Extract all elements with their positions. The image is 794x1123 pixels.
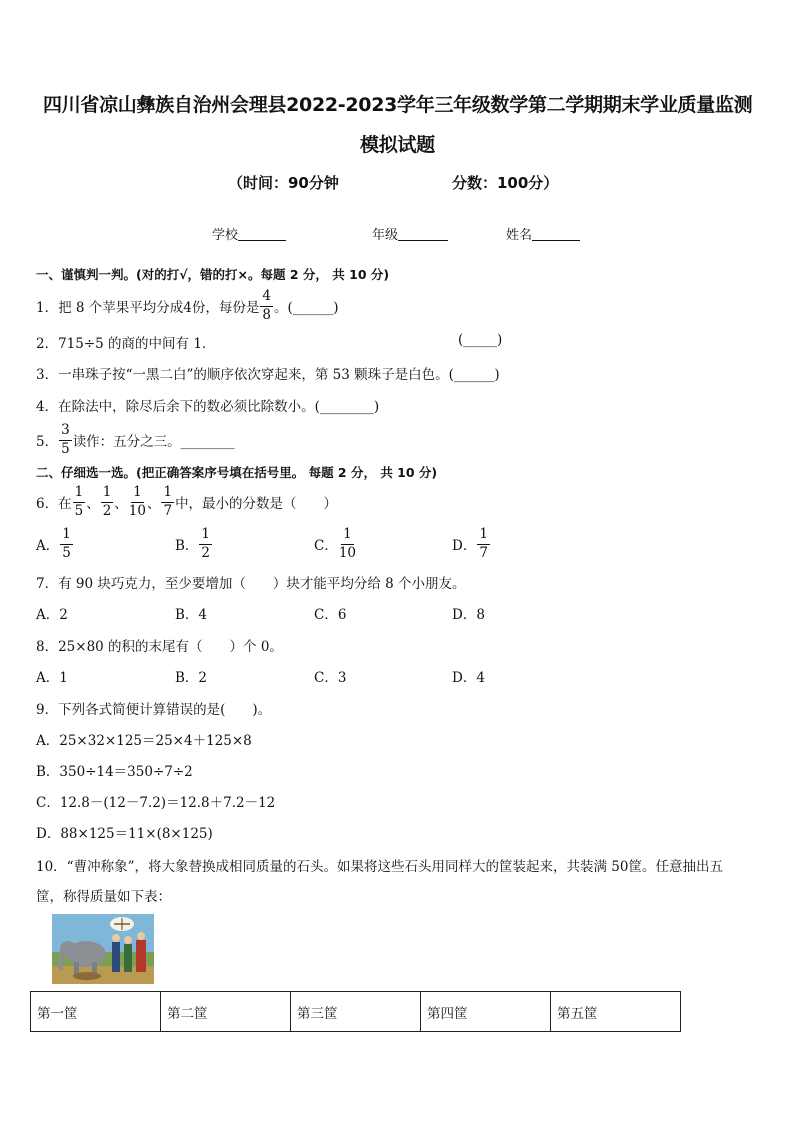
question-6 xyxy=(36,482,337,522)
q6-sep-1: 、 xyxy=(86,496,100,512)
q6-option-b[interactable] xyxy=(175,524,213,564)
q6-frac-2 xyxy=(101,486,114,518)
q5-fraction xyxy=(59,424,72,456)
exam-score: 分数：100分） xyxy=(452,174,559,192)
question-7: 7．有 90 块巧克力，至少要增加（ ）块才能平均分给 8 个小朋友。 xyxy=(36,576,466,592)
question-10-line1: 10．“曹冲称象”，将大象替换成相同质量的石头。如果将这些石头用同样大的筐装起来，共装满 50筐。任意抽出五 xyxy=(36,859,723,875)
q8-option-d[interactable]: D．4 xyxy=(452,670,485,686)
q6-sep-2: 、 xyxy=(114,496,128,512)
page-title-line2: 模拟试题 xyxy=(360,134,435,156)
q6-frac-3-num: 1 xyxy=(131,486,144,503)
q5-prefix: 5． xyxy=(36,434,59,450)
question-1 xyxy=(36,286,339,326)
q7-option-b[interactable]: B．4 xyxy=(175,607,208,623)
q9-option-c[interactable]: C．12.8－(12－7.2)＝12.8＋7.2－12 xyxy=(36,795,276,811)
q6-option-a[interactable] xyxy=(36,524,74,564)
table-header-cell: 第四筐 xyxy=(421,992,551,1032)
q6-option-b-label: B． xyxy=(175,538,199,554)
exam-time: （时间：90分钟 xyxy=(228,174,339,192)
question-10-line2: 筐，称得质量如下表： xyxy=(36,889,171,905)
q6-option-b-den: 2 xyxy=(201,544,211,561)
school-field[interactable] xyxy=(212,224,286,243)
q5-text: 读作：五分之三。________ xyxy=(72,434,235,450)
q6-option-c-label: C． xyxy=(314,538,338,554)
table-row xyxy=(31,992,681,1032)
name-label: 姓名 xyxy=(506,228,533,243)
question-4: 4．在除法中，除尽后余下的数必须比除数小。(________) xyxy=(36,399,380,415)
q6-option-a-frac xyxy=(60,528,73,560)
q7-option-d[interactable]: D．8 xyxy=(452,607,485,623)
name-field[interactable] xyxy=(506,224,580,243)
q1-frac-den: 8 xyxy=(262,306,271,323)
q6-frac-1-den: 5 xyxy=(74,502,84,519)
cao-chong-elephant-illustration xyxy=(52,914,154,984)
q6-option-c-den: 10 xyxy=(338,544,357,561)
q8-option-c[interactable]: C．3 xyxy=(314,670,347,686)
q6-option-a-num: 1 xyxy=(60,528,73,545)
table-header-cell: 第二筐 xyxy=(161,992,291,1032)
page-title-line1: 四川省凉山彝族自治州会理县2022-2023学年三年级数学第二学期期末学业质量监测 xyxy=(43,94,753,116)
q6-frac-2-num: 1 xyxy=(101,486,114,503)
question-3: 3．一串珠子按“一黑二白”的顺序依次穿起来，第 53 颗珠子是白色。(______) xyxy=(36,367,500,383)
q8-option-b[interactable]: B．2 xyxy=(175,670,208,686)
grade-blank[interactable] xyxy=(398,226,448,241)
question-8: 8．25×80 的积的末尾有（ ）个 0。 xyxy=(36,639,283,655)
q6-option-d[interactable] xyxy=(452,524,491,564)
q8-option-a[interactable]: A．1 xyxy=(36,670,68,686)
q6-frac-2-den: 2 xyxy=(102,502,112,519)
q2-text: 2．715÷5 的商的中间有 1． xyxy=(36,336,216,352)
q6-option-b-num: 1 xyxy=(199,528,212,545)
table-header-cell: 第五筐 xyxy=(551,992,681,1032)
q1-text: 1．把 8 个苹果平均分成4份，每份是 xyxy=(36,300,260,316)
q6-frac-4-num: 1 xyxy=(161,486,174,503)
section1-heading: 一、谨慎判一判。(对的打√，错的打×。每题 2 分， 共 10 分) xyxy=(36,267,390,282)
q1-tail: 。(______) xyxy=(273,300,339,316)
q6-option-d-frac xyxy=(477,528,490,560)
q6-option-b-frac xyxy=(199,528,212,560)
q6-frac-1-num: 1 xyxy=(73,486,86,503)
q6-frac-4 xyxy=(161,486,174,518)
q6-frac-4-den: 7 xyxy=(163,502,173,519)
q6-option-d-num: 1 xyxy=(477,528,490,545)
q2-blank[interactable]: (_____) xyxy=(458,332,503,348)
q6-frac-3 xyxy=(129,486,146,518)
school-blank[interactable] xyxy=(238,226,286,241)
table-header-cell: 第三筐 xyxy=(291,992,421,1032)
q7-option-a[interactable]: A．2 xyxy=(36,607,68,623)
q5-frac-num: 3 xyxy=(59,424,72,441)
question-5 xyxy=(36,420,235,460)
school-label: 学校 xyxy=(212,228,239,243)
q6-option-a-den: 5 xyxy=(62,544,71,561)
q9-option-d[interactable]: D．88×125＝11×(8×125) xyxy=(36,826,213,842)
q6-option-c[interactable] xyxy=(314,524,357,564)
section2-heading: 二、仔细选一选。(把正确答案序号填在括号里。 每题 2 分， 共 10 分) xyxy=(36,465,438,480)
q6-prefix: 6．在 xyxy=(36,496,72,512)
q9-option-b[interactable]: B．350÷14＝350÷7÷2 xyxy=(36,764,193,780)
grade-label: 年级 xyxy=(372,228,399,243)
grade-field[interactable] xyxy=(372,224,448,243)
q9-option-a[interactable]: A．25×32×125＝25×4＋125×8 xyxy=(36,733,252,749)
q6-frac-1 xyxy=(73,486,86,518)
q5-frac-den: 5 xyxy=(61,440,70,457)
table-header-cell: 第一筐 xyxy=(31,992,161,1032)
question-9: 9．下列各式简便计算错误的是( )。 xyxy=(36,702,272,718)
q1-fraction xyxy=(260,290,273,322)
q6-option-d-den: 7 xyxy=(479,544,488,561)
q7-option-c[interactable]: C．6 xyxy=(314,607,347,623)
name-blank[interactable] xyxy=(532,226,580,241)
q6-option-a-label: A． xyxy=(36,538,60,554)
basket-mass-table xyxy=(30,991,681,1032)
q6-frac-3-den: 10 xyxy=(128,502,146,519)
q6-option-c-num: 1 xyxy=(341,528,354,545)
q6-suffix: 中，最小的分数是（ ） xyxy=(175,496,338,512)
q6-option-c-frac xyxy=(339,528,356,560)
q6-option-d-label: D． xyxy=(452,538,477,554)
q6-sep-3: 、 xyxy=(146,496,161,512)
q1-frac-num: 4 xyxy=(260,290,273,307)
